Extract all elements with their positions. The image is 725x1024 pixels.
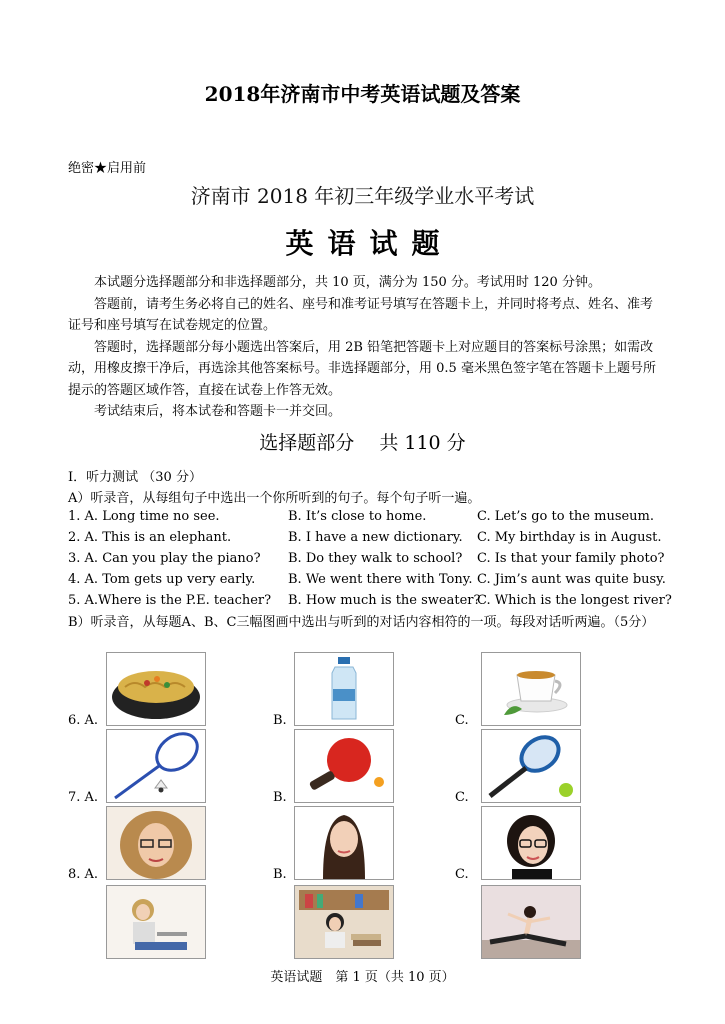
question-row — [68, 593, 672, 613]
q6-b-label: B. — [273, 713, 287, 728]
instructions — [68, 272, 658, 423]
option-c: C. Is that your family photo? — [477, 551, 665, 566]
girl-short-hair-glasses-image — [481, 806, 581, 880]
question-row — [68, 572, 668, 592]
noodles-image — [106, 652, 206, 726]
option-c: C. My birthday is in August. — [477, 530, 662, 545]
secret-label: 绝密★启用前 — [68, 161, 147, 176]
tea-cup-image — [481, 652, 581, 726]
q7-b-label: B. — [273, 790, 287, 805]
option-a: 2. A. This is an elephant. — [68, 530, 232, 545]
part-a-instruction: A）听录音，从每组句子中选出一个你所听到的句子。每个句子听一遍。 — [68, 491, 481, 506]
girl-reading-books-image — [294, 885, 394, 959]
q8-b-label: B. — [273, 867, 287, 882]
option-a: 5. A.Where is the P.E. teacher? — [68, 593, 272, 608]
document-title: 2018年济南市中考英语试题及答案 — [204, 82, 521, 106]
option-c: C. Jim’s aunt was quite busy. — [477, 572, 666, 587]
instruction-2: 答题前，请考生务必将自己的姓名、座号和准考证号填写在答题卡上，并同时将考点、姓名、准考证号和座号填写在试卷规定的位置。 — [68, 296, 654, 333]
page-footer: 英语试题 第 1 页（共 10 页） — [270, 970, 455, 985]
question-row — [68, 509, 668, 529]
option-a: 3. A. Can you play the piano? — [68, 551, 261, 566]
exam-title: 济南市 2018 年初三年级学业水平考试 — [190, 184, 535, 208]
option-a: 4. A. Tom gets up very early. — [68, 572, 256, 587]
option-b: B. It’s close to home. — [288, 509, 427, 524]
part-1-heading: I．听力测试 （30 分） — [68, 470, 202, 485]
option-c: C. Let’s go to the museum. — [477, 509, 655, 524]
q8-c-label: C. — [455, 867, 469, 882]
q7-c-label: C. — [455, 790, 469, 805]
girl-long-hair-image — [294, 806, 394, 880]
girl-with-laptop-image — [106, 885, 206, 959]
option-b: B. We went there with Tony. — [288, 572, 473, 587]
subject-title: 英语试题 — [285, 227, 454, 260]
option-b: B. Do they walk to school? — [288, 551, 463, 566]
q6-label: 6. A. — [68, 713, 99, 728]
question-row — [68, 551, 668, 571]
girl-stretching-image — [481, 885, 581, 959]
instruction-3: 答题时，选择题部分每小题选出答案后，用 2B 铅笔把答题卡上对应题目的答案标号涂黑；如需改动，用橡皮擦干净后，再选涂其他答案标号。非选择题部分，用 0.5 毫米黑色签字笔在答题卡上题号所提示的答题区域作答，直接在试卷上作答无效。 — [68, 339, 656, 398]
instruction-1: 本试题分选择题部分和非选择题部分，共 10 页，满分为 150 分。考试用时 120 分钟。 — [94, 275, 601, 290]
option-b: B. I have a new dictionary. — [288, 530, 463, 545]
q6-c-label: C. — [455, 713, 469, 728]
q7-label: 7. A. — [68, 790, 99, 805]
tennis-racket-image — [481, 729, 581, 803]
ping-pong-paddle-image — [294, 729, 394, 803]
girl-curly-hair-glasses-image — [106, 806, 206, 880]
q8-label: 8. A. — [68, 867, 99, 882]
option-a: 1. A. Long time no see. — [68, 509, 220, 524]
badminton-racket-image — [106, 729, 206, 803]
instruction-4: 考试结束后，将本试卷和答题卡一并交回。 — [94, 404, 342, 419]
part-b-instruction: B）听录音，从每题A、B、C三幅图画中选出与听到的对话内容相符的一项。每段对话听两遍。（5分） — [68, 615, 655, 630]
option-c: C. Which is the longest river? — [477, 593, 672, 608]
water-bottle-image — [294, 652, 394, 726]
section-heading: 选择题部分 共 110 分 — [259, 432, 466, 454]
option-b: B. How much is the sweater? — [288, 593, 481, 608]
question-row — [68, 530, 668, 550]
